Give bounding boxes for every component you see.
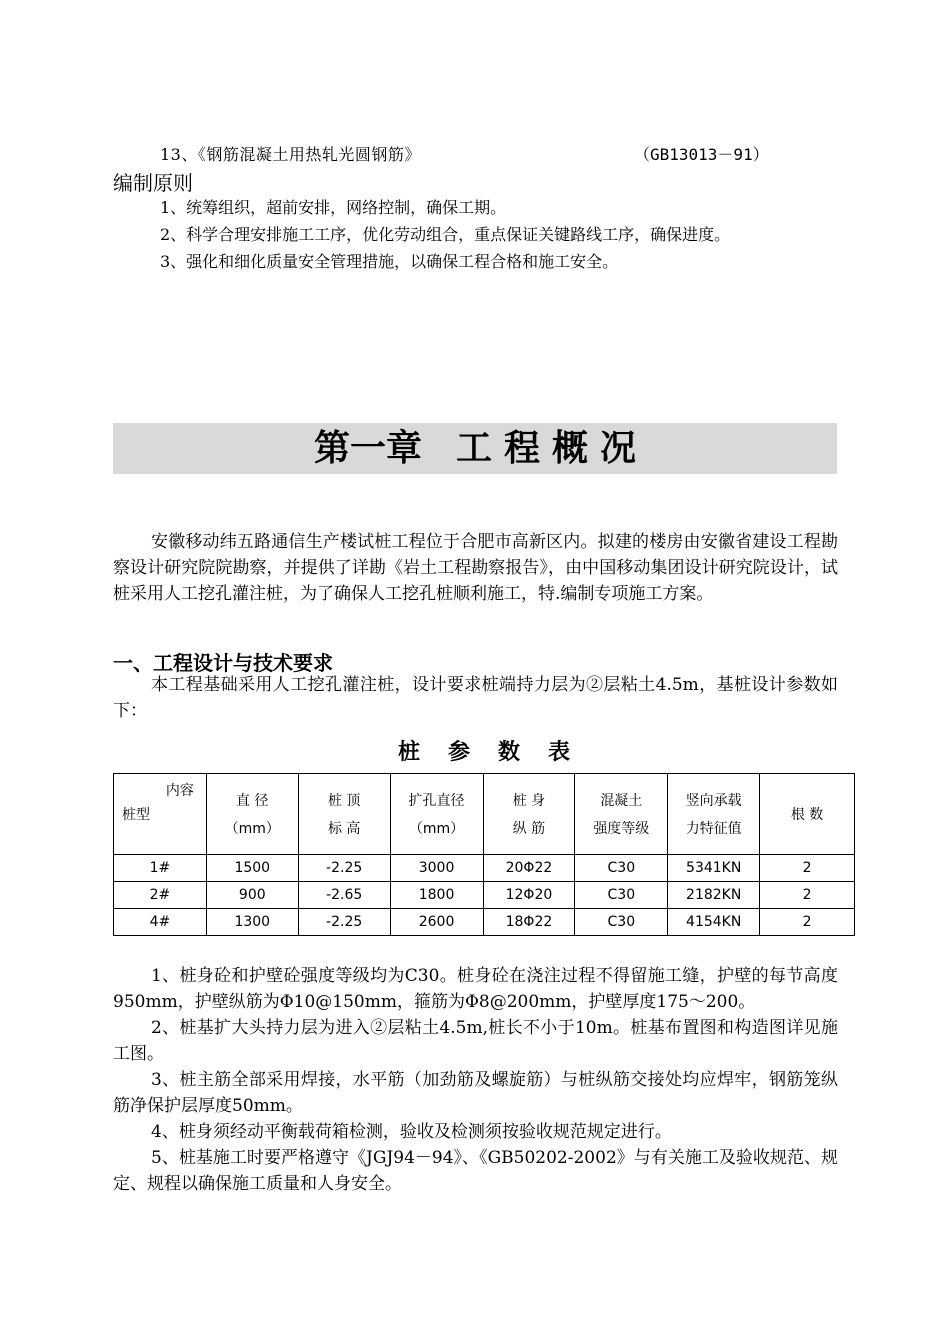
principle-item: 3、强化和细化质量安全管理措施，以确保工程合格和施工安全。 <box>160 252 619 271</box>
pile-parameter-table <box>113 773 855 936</box>
technical-notes <box>113 963 838 1197</box>
header-concrete-grade: 混凝土 强度等级 <box>575 774 668 855</box>
header-diameter: 直 径 （mm） <box>206 774 298 855</box>
note-item: 3、桩主筋全部采用焊接，水平筋（加劲筋及螺旋筋）与桩纵筋交接处均应焊牢，钢筋笼纵筋净保护层厚度50mm。 <box>113 1070 838 1116</box>
design-paragraph: 本工程基础采用人工挖孔灌注桩，设计要求桩端持力层为②层粘土4.5m，基桩设计参数如下： <box>113 675 838 721</box>
header-longitudinal-rebar: 桩 身 纵 筋 <box>483 774 575 855</box>
table-row: 1# 1500 -2.25 3000 20Φ22 C30 5341KN 2 <box>114 855 855 882</box>
note-item: 1、桩身砼和护壁砼强度等级均为C30。桩身砼在浇注过程不得留施工缝，护壁的每节高度950mm，护壁纵筋为Φ10@150mm，箍筋为Φ8@200mm，护壁厚度175～200。 <box>113 966 838 1012</box>
header-enlarged-diameter: 扩孔直径 （mm） <box>390 774 483 855</box>
note-item: 4、桩身须经动平衡载荷箱检测，验收及检测须按验收规范规定进行。 <box>151 1122 672 1142</box>
principle-item: 1、统筹组织，超前安排，网络控制，确保工期。 <box>160 198 507 217</box>
header-top-elevation: 桩 顶 标 高 <box>298 774 390 855</box>
note-item: 2、桩基扩大头持力层为进入②层粘土4.5m,桩长不小于10m。桩基布置图和构造图详见施工图。 <box>113 1018 838 1064</box>
principles-list <box>160 194 730 275</box>
note-item: 5、桩基施工时要严格遵守《JGJ94－94》、《GB50202-2002》与有关施工及验收规范、规定、规程以确保施工质量和人身安全。 <box>113 1148 838 1194</box>
table-corner-cell: 内容 桩型 <box>114 774 207 855</box>
header-count: 根 数 <box>760 774 855 855</box>
section-heading: 一、工程设计与技术要求 <box>113 651 333 675</box>
table-header-row <box>114 774 855 855</box>
project-intro-paragraph: 安徽移动纬五路通信生产楼试桩工程位于合肥市高新区内。拟建的楼房由安徽省建设工程勘察设计研究院院勘察，并提供了详勘《岩土工程勘察报告》，由中国移动集团设计研究院设计，试桩采用人工挖孔灌注桩，为了确保人工挖孔桩顺利施工，特.编制专项施工方案。 <box>113 532 838 604</box>
principle-item: 2、科学合理安排施工工序，优化劳动组合，重点保证关键路线工序，确保进度。 <box>160 225 731 244</box>
table-row: 4# 1300 -2.25 2600 18Φ22 C30 4154KN 2 <box>114 909 855 936</box>
standard-item-13: 13、《钢筋混凝土用热轧光圆钢筋》 <box>160 145 421 164</box>
table-title: 桩 参 数 表 <box>397 740 571 765</box>
table-row: 2# 900 -2.65 1800 12Φ20 C30 2182KN 2 <box>114 882 855 909</box>
chapter-title: 第一章 工 程 概 况 <box>313 428 637 469</box>
principles-heading: 编制原则 <box>113 171 193 195</box>
header-bearing-capacity: 竖向承载 力特征值 <box>668 774 760 855</box>
standard-item-13-code: （GB13013－91） <box>634 145 769 164</box>
